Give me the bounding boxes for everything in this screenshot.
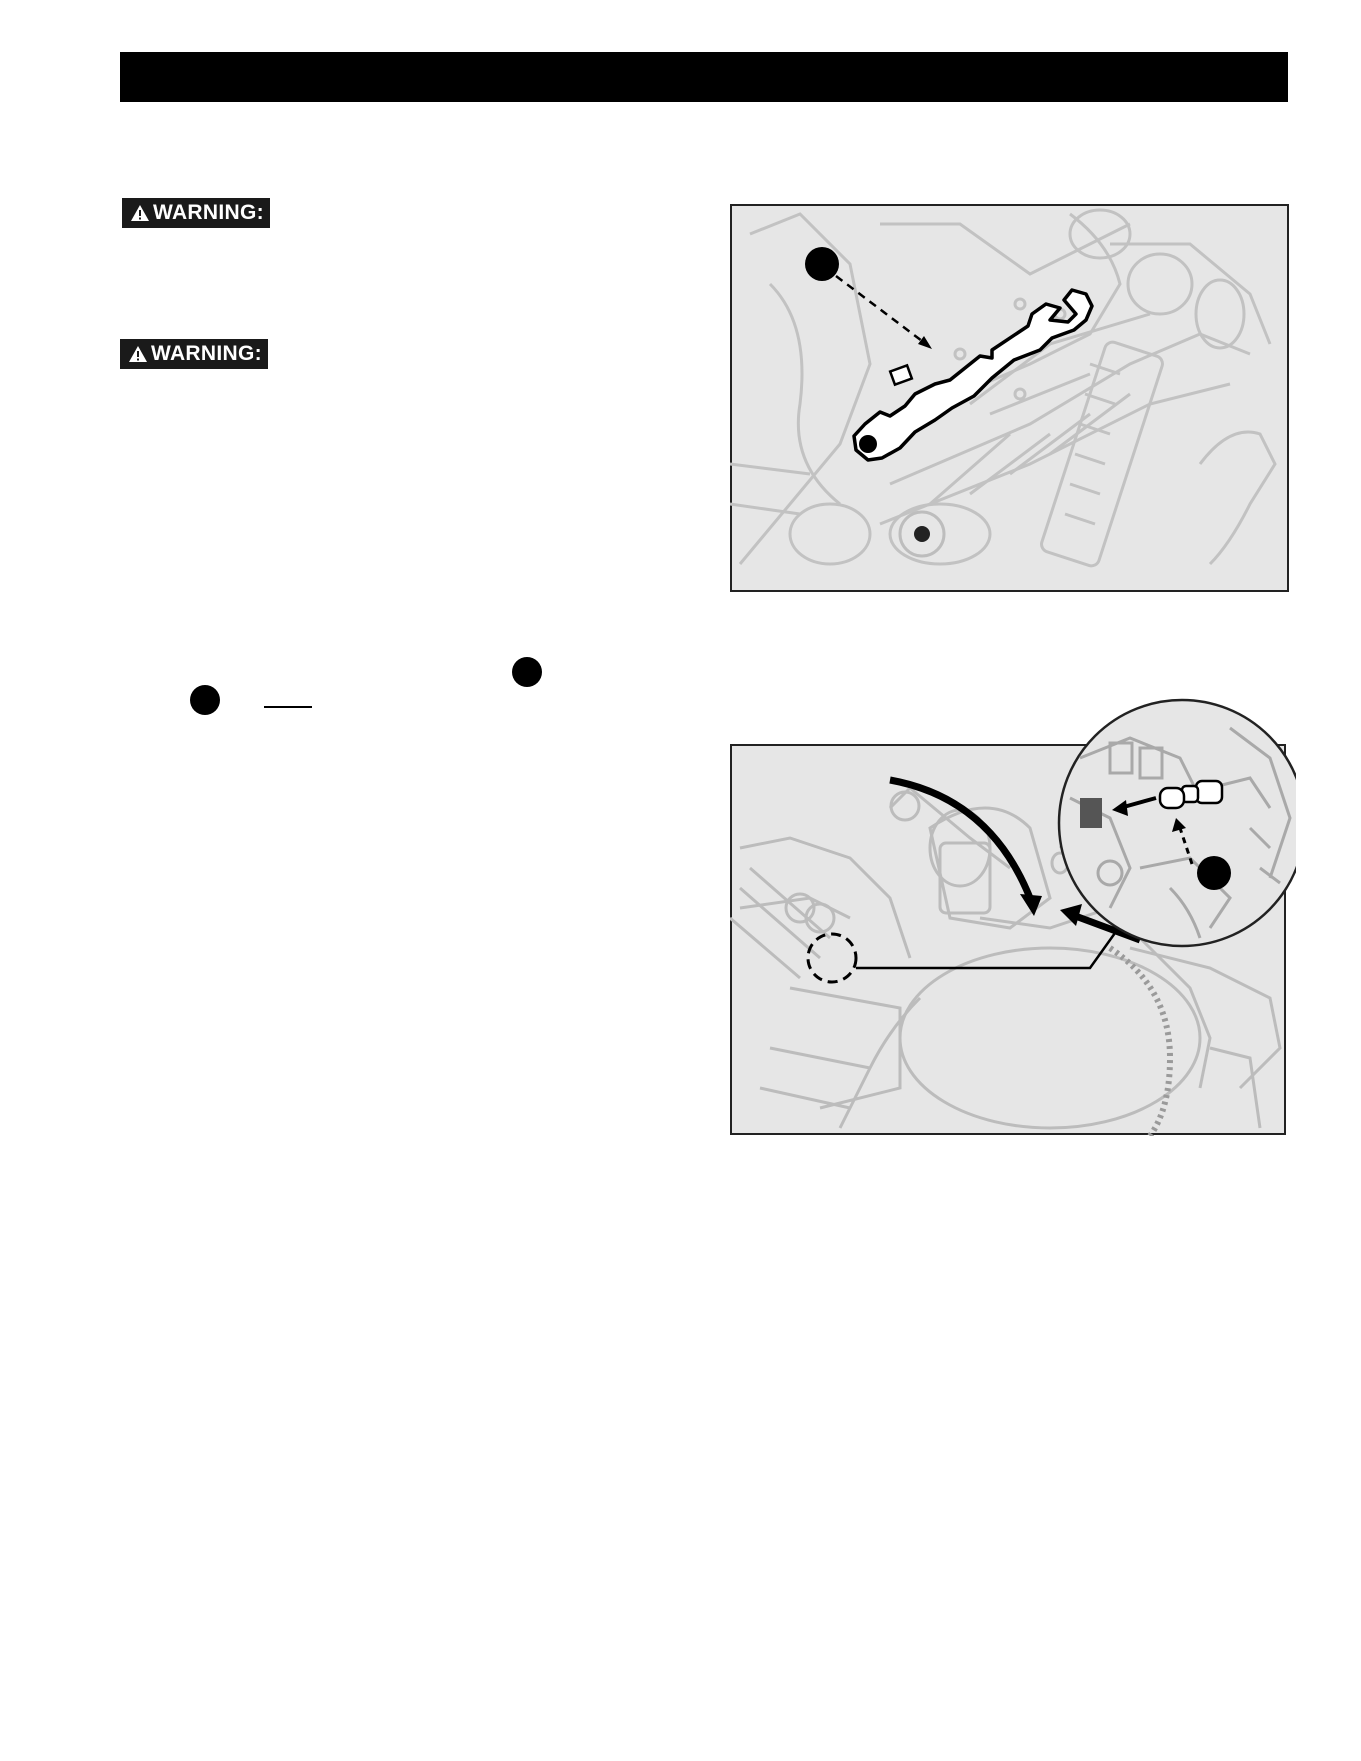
warning-label: WARNING:: [151, 342, 262, 365]
section-header-bar: [120, 52, 1288, 102]
underline-mark: [264, 706, 312, 708]
detail-inset: [1059, 700, 1296, 946]
warning-label: WARNING:: [153, 201, 264, 224]
callout-marker: [512, 657, 542, 687]
lock-slot: [1080, 798, 1102, 828]
warning-triangle-icon: [128, 345, 148, 363]
warning-triangle-icon: [130, 204, 150, 222]
arm-bolt: [914, 526, 930, 542]
warning-badge: [120, 339, 268, 369]
callout-marker: [805, 247, 839, 281]
wrench-storage-figure: [730, 204, 1289, 592]
warning-badge: [122, 198, 270, 228]
callout-marker: [1197, 856, 1231, 890]
lock-pin-removal-figure: [730, 668, 1296, 1136]
callout-marker: [190, 685, 220, 715]
